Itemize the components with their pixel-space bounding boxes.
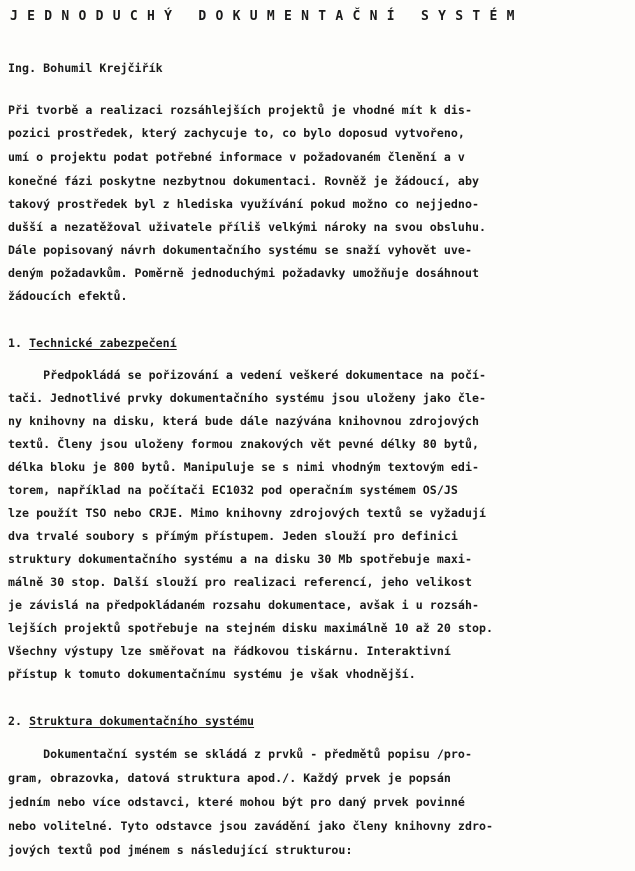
section-2-line: jových textů pod jménem s následující strukturou: [8, 843, 353, 857]
section-1-line: struktury dokumentačního systému a na disku 30 Mb spotřebuje maxi- [8, 552, 472, 566]
intro-line: Dále popisovaný návrh dokumentačního systému se snaží vyhovět uve- [8, 243, 472, 257]
author-name: Ing. Bohumil Krejčiřík [8, 61, 163, 75]
section-1-line: málně 30 stop. Další slouží pro realizaci referencí, jeho velikost [8, 575, 472, 589]
document-title: JEDNODUCHÝ DOKUMENTAČNÍ SYSTÉM [10, 9, 524, 24]
section-1-title: Technické zabezpečení [29, 336, 177, 350]
section-2-line: Dokumentační systém se skládá z prvků - předmětů popisu /pro- [8, 747, 472, 761]
section-2-title: Struktura dokumentačního systému [29, 714, 255, 728]
section-2-number: 2. [8, 714, 23, 728]
section-1-line: textů. Členy jsou uloženy formou znakových vět pevné délky 80 bytů, [8, 437, 480, 451]
intro-line: žádoucích efektů. [8, 289, 128, 303]
intro-line: takový prostředek byl z hlediska využívání pokud možno co nejjedno- [8, 197, 480, 211]
intro-line: deným požadavkům. Poměrně jednoduchými požadavky umožňuje dosáhnout [8, 266, 480, 280]
section-1-line: Předpokládá se pořizování a vedení veškeré dokumentace na počí- [8, 368, 487, 382]
section-2-line: gram, obrazovka, datová struktura apod./. Každý prvek je popsán [8, 771, 451, 785]
section-1-line: přístup k tomuto dokumentačnímu systému je však vhodnější. [8, 667, 416, 681]
intro-line: pozici prostředek, který zachycuje to, co bylo doposud vytvořeno, [8, 126, 465, 140]
intro-line: konečné fázi poskytne nezbytnou dokumentaci. Rovněž je žádoucí, aby [8, 174, 480, 188]
section-1-line: délka bloku je 800 bytů. Manipuluje se s nimi vhodným textovým edi- [8, 460, 480, 474]
section-1-line: tači. Jednotlivé prvky dokumentačního systému jsou uloženy jako čle- [8, 391, 487, 405]
section-1-number: 1. [8, 336, 23, 350]
section-2-heading [8, 714, 254, 728]
section-1-line: dva trvalé soubory s přímým přístupem. Jeden slouží pro definici [8, 529, 458, 543]
section-1-line: lze použít TSO nebo CRJE. Mimo knihovny zdrojových textů se vyžadují [8, 506, 487, 520]
intro-line: dušší a nezatěžoval uživatele příliš velkými nároky na svou obsluhu. [8, 220, 487, 234]
intro-line: Při tvorbě a realizaci rozsáhlejších projektů je vhodné mít k dis- [8, 103, 472, 117]
section-1-heading [8, 336, 177, 350]
section-1-line: lejších projektů spotřebuje na stejném disku maximálně 10 až 20 stop. [8, 621, 494, 635]
section-2-line: nebo volitelné. Tyto odstavce jsou zavádění jako členy knihovny zdro- [8, 819, 494, 833]
section-2-line: jedním nebo více odstavci, které mohou být pro daný prvek povinné [8, 795, 465, 809]
section-1-line: je závislá na předpokládaném rozsahu dokumentace, avšak i u rozsáh- [8, 598, 480, 612]
section-1-line: torem, například na počítači EC1032 pod operačním systémem OS/JS [8, 483, 458, 497]
section-1-line: ny knihovny na disku, která bude dále nazývána knihovnou zdrojových [8, 414, 480, 428]
section-1-line: Všechny výstupy lze směřovat na řádkovou tiskárnu. Interaktivní [8, 644, 451, 658]
intro-line: umí o projektu podat potřebné informace v požadovaném členění a v [8, 150, 465, 164]
